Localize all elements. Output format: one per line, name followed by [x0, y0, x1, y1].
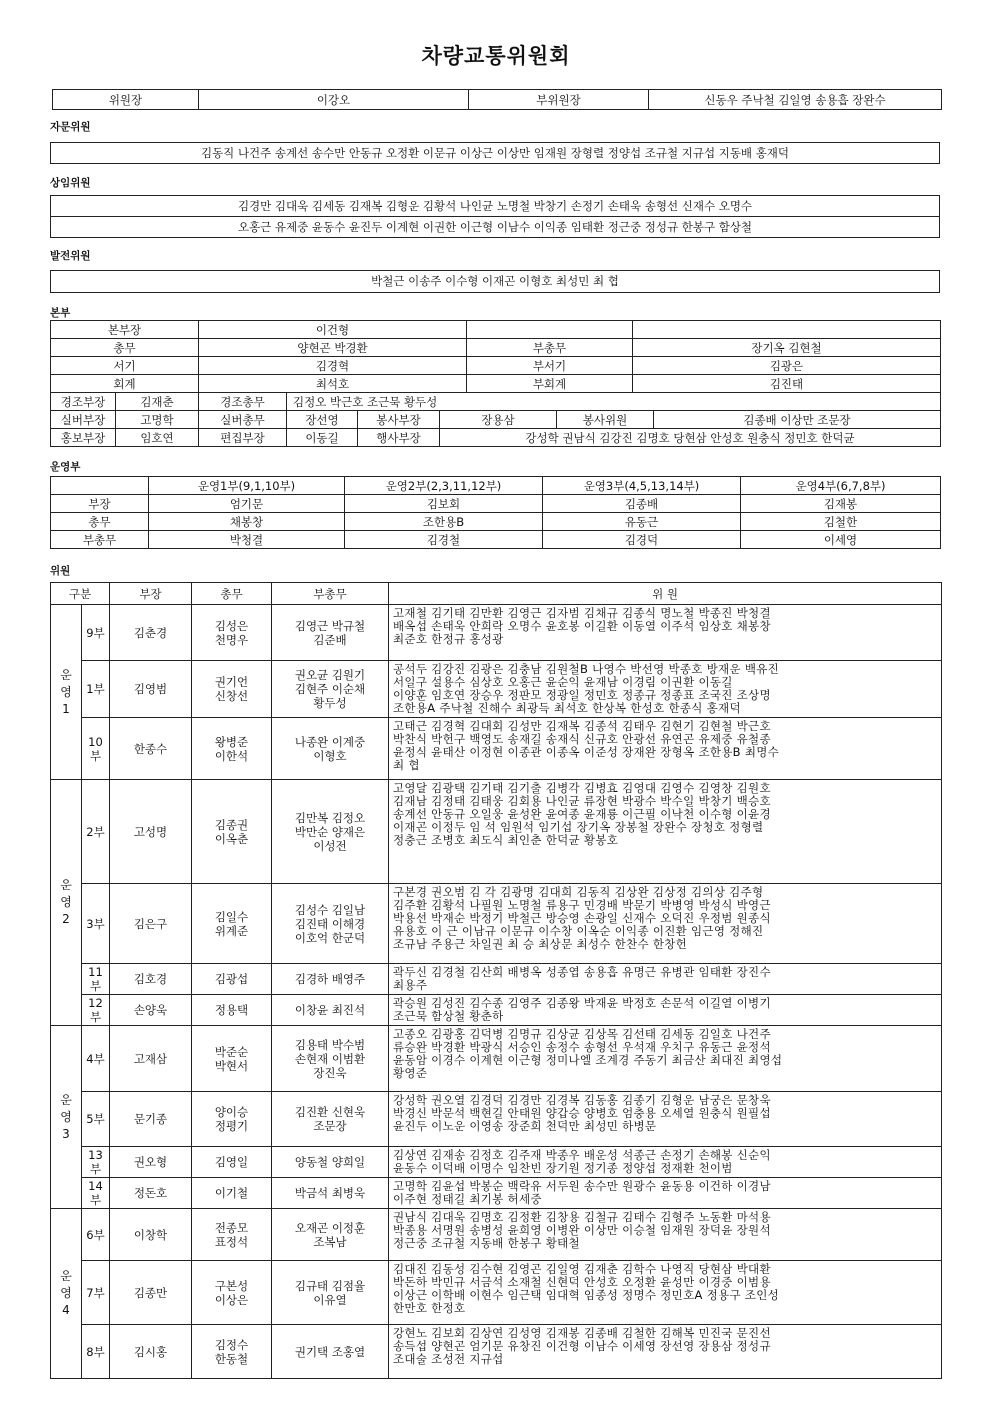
division-secretary: 양이승 정평기	[192, 1092, 272, 1147]
group-name-char: 영	[60, 895, 72, 909]
hq-r6-c1: 실버부장	[51, 411, 116, 429]
division-members	[389, 661, 942, 718]
hq-r5-v1: 김재춘	[116, 393, 199, 411]
division-members	[389, 1261, 942, 1325]
member-line: 조대술 조성전 지규섭	[393, 1353, 504, 1366]
division-leader: 김영범	[110, 661, 192, 718]
group-name-char: 영	[60, 1286, 72, 1300]
hq-value: 최석호	[199, 375, 467, 393]
division-secretary: 김종권 이옥춘	[192, 780, 272, 884]
hq-label: 총무	[51, 339, 199, 357]
hq-r7-c5: 행사부장	[358, 429, 440, 447]
standing-line-2: 오홍근 유제중 윤동수 윤진두 이계현 이권한 이근형 이남수 이익종 임태환 정근중 정성규 한봉구 함상철	[51, 216, 939, 237]
hq-r5-l2: 경조총무	[199, 393, 287, 411]
division-members	[389, 718, 942, 780]
members-header-leader: 부장	[110, 583, 192, 605]
member-line: 공석두 김강진 김광은 김충남 김원철B 나영수 박선영 박종호 방재운 백유진	[393, 663, 780, 676]
hq-label	[467, 321, 633, 339]
division-secretary: 정용택	[192, 995, 272, 1026]
division-vice: 권오균 김원기 김현주 이순채 황두성	[272, 661, 389, 718]
division-name: 13 부	[82, 1147, 110, 1178]
hq-value: 장기옥 김현철	[633, 339, 941, 357]
ops-cell: 엄기문	[149, 495, 345, 513]
member-line: 서일구 설용수 심상호 오홍근 윤순익 윤재남 이경림 이권환 이동길	[393, 676, 733, 689]
division-leader: 정돈호	[110, 1178, 192, 1209]
leadership-table	[52, 89, 942, 110]
members-header-group: 구분	[51, 583, 110, 605]
hq-label: 부회계	[467, 375, 633, 393]
ops-heading: 운영부	[50, 461, 81, 473]
members-table	[50, 582, 942, 1379]
division-vice: 김영근 박규철 김준배	[272, 605, 389, 661]
member-line: 황영준	[393, 1067, 428, 1080]
division-vice: 이창윤 최진석	[272, 995, 389, 1026]
group-name	[51, 1026, 82, 1209]
group-name-char: 운	[60, 1092, 72, 1107]
member-line: 강성학 권오열 김경덕 김경만 김경복 김동홍 김종기 김형운 남궁은 문창욱	[393, 1094, 771, 1107]
ops-column-header: 운영1부(9,1,10부)	[149, 477, 345, 495]
division-members	[389, 1026, 942, 1092]
ops-table	[50, 476, 941, 549]
hq-value: 이건형	[199, 321, 467, 339]
chair-label: 위원장	[53, 90, 199, 110]
hq-table	[50, 320, 941, 393]
member-line: 박찬식 박헌구 백영도 송재길 송재식 신규호 안광선 유연곤 유제중 유철종	[393, 733, 771, 746]
standing-line-1: 김경만 김대욱 김세동 김재복 김형운 김황석 나인균 노명철 박창기 손정기 손태욱 송형선 신재수 오명수	[237, 199, 753, 213]
member-line: 송계선 안동규 오일웅 윤성완 윤여종 윤재룡 이근필 이낙천 이수형 이윤경	[393, 808, 771, 821]
ops-cell: 김재봉	[741, 495, 941, 513]
group-name	[51, 605, 82, 780]
group-name-char: 운	[60, 667, 72, 682]
hq-label: 부총무	[467, 339, 633, 357]
division-members	[389, 1178, 942, 1209]
hq-r7-c1: 홍보부장	[51, 429, 116, 447]
member-line: 강현노 김보회 김상연 김성영 김재봉 김종배 김철한 김해복 민진국 문진선	[393, 1327, 771, 1340]
member-line: 박종용 서명원 송병성 윤희영 이병완 이상만 이승철 임재원 장덕윤 장원석	[393, 1224, 771, 1237]
vice-chair-label: 부위원장	[469, 90, 649, 110]
division-vice: 오재곤 이정훈 조복남	[272, 1209, 389, 1261]
hq-r7-c6: 강성학 권남식 김강진 김명호 당현삼 안성호 원충식 정민호 한덕균	[440, 429, 941, 447]
hq-value: 김경혁	[199, 357, 467, 375]
division-vice: 박금석 최병욱	[272, 1178, 389, 1209]
member-line: 이상근 이학배 이현수 임근택 임대혁 임종성 정명수 정민호A 정용구 조인성	[393, 1289, 780, 1302]
ops-cell: 김경덕	[543, 531, 741, 549]
ops-cell: 김보회	[345, 495, 543, 513]
hq-r6-c3: 실버총무	[199, 411, 287, 429]
member-line: 고태근 김경혁 김대회 김성만 김재복 김종석 김태우 김현기 김현철 박근호	[393, 720, 771, 733]
member-line: 고명학 김윤섭 박봉순 백락유 서두원 송수만 원광수 윤동용 이건하 이경남	[393, 1180, 771, 1193]
hq-value: 김광은	[633, 357, 941, 375]
division-name: 4부	[82, 1026, 110, 1092]
division-name: 3부	[82, 884, 110, 964]
division-vice: 권기택 조홍열	[272, 1325, 389, 1379]
division-name: 2부	[82, 780, 110, 884]
member-line: 고영달 김광택 김기태 김기출 김병각 김병효 김영대 김영수 김영창 김원호	[393, 782, 771, 795]
member-line: 윤동암 이경수 이계현 이근형 정미나엘 조계경 주동기 최금산 최대진 최영섭	[393, 1054, 783, 1067]
division-leader: 한종수	[110, 718, 192, 780]
division-leader: 권오형	[110, 1147, 192, 1178]
hq-r5-l1: 경조부장	[51, 393, 116, 411]
hq-r6-c8: 김종배 이상만 조문장	[654, 411, 941, 429]
member-line: 고재철 김기태 김만환 김영근 김자범 김채규 김종식 명노철 박종진 박청결	[393, 607, 771, 620]
division-name: 7부	[82, 1261, 110, 1325]
division-name: 14 부	[82, 1178, 110, 1209]
member-line: 김상연 김재송 김정호 김주재 박종우 배운성 석종근 손정기 손해봉 신순익	[393, 1149, 771, 1162]
hq-bottom-table	[50, 392, 941, 447]
ops-column-header: 운영2부(2,3,11,12부)	[345, 477, 543, 495]
ops-column-header: 운영3부(4,5,13,14부)	[543, 477, 741, 495]
member-line: 박용선 박재순 박정기 박철근 방승영 손광일 신재수 오덕진 우정범 원종식	[393, 912, 771, 925]
member-line: 김주환 김황석 나필원 노명철 류용구 민경배 박문기 박병영 박성식 박영근	[393, 899, 771, 912]
group-name-char: 2	[62, 912, 70, 926]
ops-cell: 김종배	[543, 495, 741, 513]
division-secretary: 이기철	[192, 1178, 272, 1209]
division-leader: 김춘경	[110, 605, 192, 661]
division-secretary: 전종모 표정석	[192, 1209, 272, 1261]
division-members	[389, 605, 942, 661]
member-line: 곽두신 김경철 김산희 배병옥 성종엽 송용흡 유명근 유병관 임태환 장진수	[393, 966, 771, 979]
standing-heading: 상임위원	[50, 177, 91, 189]
standing-box	[50, 195, 940, 238]
division-members	[389, 1092, 942, 1147]
member-line: 배옥섭 손태욱 안희락 오명수 윤호봉 이길환 이동열 이주석 임상호 채봉창	[393, 620, 771, 633]
division-name: 5부	[82, 1092, 110, 1147]
member-line: 유용호 이 근 이남규 이문규 이수창 이옥순 이익종 이진환 임근영 정해진	[393, 925, 764, 938]
ops-cell: 조한용B	[345, 513, 543, 531]
member-line: 김대진 김동성 김수현 김영곤 김일영 김재춘 김학수 나영직 당현삼 박대환	[393, 1263, 771, 1276]
member-line: 조규남 주용근 차일권 최 승 최상문 최성수 한찬수 한창헌	[393, 938, 688, 951]
division-members	[389, 1147, 942, 1178]
division-vice: 김만복 김정오 박만순 양재은 이성전	[272, 780, 389, 884]
member-line: 정근중 조규철 지동배 한봉구 황태철	[393, 1237, 580, 1250]
division-secretary: 왕병준 이한석	[192, 718, 272, 780]
group-name-char: 영	[60, 1109, 72, 1124]
division-vice: 김용태 박수범 손현재 이범환 장진욱	[272, 1026, 389, 1092]
division-vice: 김경하 배영주	[272, 964, 389, 995]
member-line: 조한용A 주낙철 진해수 최광득 최석호 한상복 한성호 한종식 홍재덕	[393, 702, 741, 715]
ops-cell: 김철한	[741, 513, 941, 531]
ops-row-label: 부총무	[51, 531, 149, 549]
hq-value: 김진태	[633, 375, 941, 393]
members-header-members: 위 원	[389, 583, 942, 605]
ops-cell: 유동근	[543, 513, 741, 531]
hq-r6-c2: 고명학	[116, 411, 199, 429]
division-leader: 김시홍	[110, 1325, 192, 1379]
chair-name: 이강오	[199, 90, 469, 110]
division-leader: 고재삼	[110, 1026, 192, 1092]
hq-label: 서기	[51, 357, 199, 375]
group-name-char: 4	[62, 1303, 70, 1317]
division-secretary: 김정수 한동철	[192, 1325, 272, 1379]
division-leader: 이창학	[110, 1209, 192, 1261]
member-line: 조근묵 함상철 황춘하	[393, 1010, 504, 1023]
ops-cell: 박청결	[149, 531, 345, 549]
hq-label: 부서기	[467, 357, 633, 375]
members-header-vice: 부총무	[272, 583, 389, 605]
division-vice: 양동철 양희일	[272, 1147, 389, 1178]
division-leader: 문기종	[110, 1092, 192, 1147]
hq-r6-c4: 장선영	[287, 411, 358, 429]
ops-row-label: 부장	[51, 495, 149, 513]
division-secretary: 구본성 이상은	[192, 1261, 272, 1325]
group-name-char: 3	[62, 1126, 70, 1141]
member-line: 윤동수 이덕배 이명수 임찬빈 장기원 정기종 정양섭 정재환 천이범	[393, 1162, 733, 1175]
division-name: 8부	[82, 1325, 110, 1379]
division-leader: 손양욱	[110, 995, 192, 1026]
advisors-line: 김동직 나건주 송계선 송수만 안동규 오정환 이문규 이상근 이상만 임재원 장형렬 정양섭 조규철 지규섭 지동배 홍재덕	[200, 146, 790, 160]
hq-heading: 본부	[50, 307, 71, 319]
ops-corner	[51, 477, 149, 495]
hq-value: 양현곤 박경환	[199, 339, 467, 357]
hq-r6-c6: 장용삼	[440, 411, 557, 429]
division-name: 1부	[82, 661, 110, 718]
member-line: 곽승원 김성진 김수종 김영주 김종왕 박재윤 박정호 손문석 이길열 이병기	[393, 997, 771, 1010]
division-leader: 고성명	[110, 780, 192, 884]
hq-r6-c5: 봉사부장	[358, 411, 440, 429]
founders-box	[50, 270, 940, 293]
hq-r6-c7: 봉사위원	[557, 411, 654, 429]
division-members	[389, 1325, 942, 1379]
ops-row-label: 총무	[51, 513, 149, 531]
member-line: 구본경 권오범 김 각 김광명 김대희 김동직 김상완 김상정 김의상 김주형	[393, 886, 764, 899]
vice-chair-names: 신동우 주낙철 김일영 송용흡 장완수	[649, 90, 942, 110]
member-line: 윤진두 이노운 이영송 장준희 천덕만 최성민 하병문	[393, 1120, 657, 1133]
hq-r7-c3: 편집부장	[199, 429, 287, 447]
division-leader: 김은구	[110, 884, 192, 964]
member-line: 김재남 김정태 김태웅 김회용 나인균 류장현 박광수 박수일 박창기 백승호	[393, 795, 771, 808]
members-heading: 위원	[50, 565, 71, 577]
division-secretary: 김영일	[192, 1147, 272, 1178]
ops-cell: 이세영	[741, 531, 941, 549]
division-name: 11 부	[82, 964, 110, 995]
division-secretary: 박준순 박현서	[192, 1026, 272, 1092]
hq-r7-c4: 이동길	[287, 429, 358, 447]
division-name: 6부	[82, 1209, 110, 1261]
founders-line: 박철근 이송주 이수형 이재곤 이형호 최성민 최 협	[371, 274, 619, 288]
advisors-box	[50, 142, 940, 164]
division-members	[389, 964, 942, 995]
division-secretary: 김광섭	[192, 964, 272, 995]
group-name-char: 운	[60, 1269, 72, 1283]
division-secretary: 김일수 위계준	[192, 884, 272, 964]
division-leader: 김종만	[110, 1261, 192, 1325]
hq-r5-v2: 김정오 박근호 조근묵 황두성	[287, 393, 941, 411]
hq-value	[633, 321, 941, 339]
member-line: 최준호 한정규 홍성광	[393, 633, 504, 646]
document-title: 차량교통위원회	[421, 44, 571, 68]
division-vice: 김규태 김점율 이유열	[272, 1261, 389, 1325]
ops-column-header: 운영4부(6,7,8부)	[741, 477, 941, 495]
division-members	[389, 1209, 942, 1261]
member-line: 최 협	[393, 759, 420, 772]
hq-label: 회계	[51, 375, 199, 393]
member-line: 최용주	[393, 979, 428, 992]
division-name: 10 부	[82, 718, 110, 780]
division-members	[389, 884, 942, 964]
group-name	[51, 780, 82, 1026]
division-vice: 김진환 신현욱 조문장	[272, 1092, 389, 1147]
member-line: 이재곤 이정두 임 석 임원석 임기섭 장기옥 장봉철 장완수 장청호 정형렬	[393, 821, 764, 834]
member-line: 이양훈 임호연 장승우 정판모 정광일 정민호 정종규 정종표 조국진 조상명	[393, 689, 771, 702]
division-vice: 김성수 김일남 김진태 이해경 이호억 한군덕	[272, 884, 389, 964]
member-line: 고종오 김광홍 김덕병 김명규 김상균 김상목 김선태 김세동 김일호 나건주	[393, 1028, 771, 1041]
advisors-heading: 자문위원	[50, 121, 91, 133]
founders-heading: 발전위원	[50, 250, 91, 262]
hq-r7-c2: 임호연	[116, 429, 199, 447]
member-line: 류승완 박경환 박광식 서승인 송정수 송형선 우석재 우치구 유동근 윤정석	[393, 1041, 771, 1054]
division-leader: 김호경	[110, 964, 192, 995]
member-line: 박돈하 박민규 서금석 소재철 신현덕 안성호 오정환 윤성만 이경중 이범용	[393, 1276, 771, 1289]
member-line: 한만호 한정호	[393, 1302, 466, 1315]
division-secretary: 김성은 천명우	[192, 605, 272, 661]
division-vice: 나종완 이계중 이형호	[272, 718, 389, 780]
division-members	[389, 995, 942, 1026]
member-line: 권남식 김대욱 김명호 김정환 김창용 김철규 김태수 김형주 노동환 마석용	[393, 1211, 771, 1224]
group-name-char: 1	[62, 701, 70, 716]
division-name: 12 부	[82, 995, 110, 1026]
member-line: 윤정식 윤태산 이정현 이종관 이종옥 이준성 장재완 장형옥 조한용B 최명수	[393, 746, 780, 759]
group-name-char: 운	[60, 878, 72, 892]
member-line: 송득섭 양현곤 엄기문 유창진 이건형 이남수 이세영 장선영 장용삼 정성규	[393, 1340, 771, 1353]
hq-label: 본부장	[51, 321, 199, 339]
division-members	[389, 780, 942, 884]
group-name	[51, 1209, 82, 1379]
ops-cell: 김경철	[345, 531, 543, 549]
group-name-char: 영	[60, 684, 72, 699]
member-line: 정충근 조병호 최도식 최인춘 한덕균 황봉호	[393, 834, 619, 847]
member-line: 박경신 박문석 백현길 안태원 양갑승 양병호 엄충용 오세열 원충식 원필섭	[393, 1107, 771, 1120]
member-line: 이주현 정태길 최기봉 허세중	[393, 1193, 542, 1206]
division-name: 9부	[82, 605, 110, 661]
members-header-secretary: 총무	[192, 583, 272, 605]
division-secretary: 권기언 신창선	[192, 661, 272, 718]
ops-cell: 채봉창	[149, 513, 345, 531]
